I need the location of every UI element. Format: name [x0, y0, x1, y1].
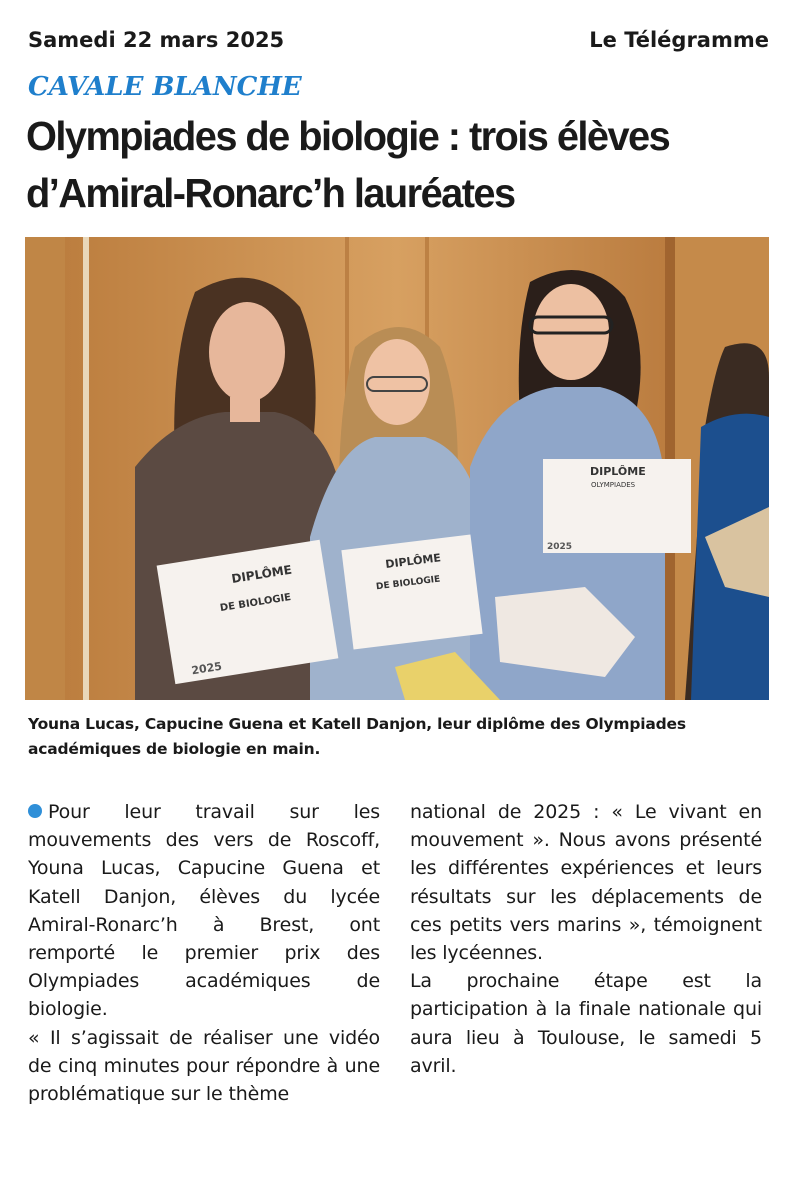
diploma-left-subject: DE BIOLOGIE — [219, 592, 292, 615]
diploma-middle-subject: DE BIOLOGIE — [375, 574, 441, 593]
diploma-middle-title: DIPLÔME — [384, 551, 442, 571]
headline-line-2: d’Amiral-Ronarc’h lauréates — [26, 170, 515, 216]
article-photo — [25, 237, 769, 700]
bullet-dot-icon — [28, 804, 42, 818]
newspaper-name: Le Télégramme — [589, 28, 769, 52]
section-kicker: CAVALE BLANCHE — [28, 72, 302, 102]
diploma-right — [543, 459, 691, 553]
headline-line-1: Olympiades de biologie : trois élèves — [26, 113, 670, 159]
article-column-1 — [28, 798, 380, 1108]
article-column-2 — [410, 798, 762, 1080]
diploma-right-subtitle: OLYMPIADES — [591, 481, 636, 489]
headline — [26, 108, 749, 222]
diploma-right-title: DIPLÔME — [590, 465, 646, 478]
paragraph-quote-end: national de 2025 : « Le vivant en mouvement ». Nous avons présenté les différentes expériences et leurs résultats sur les déplacements de ces petits vers marins », témoignent les lycéennes. — [410, 801, 762, 965]
diploma-left-year: 2025 — [190, 659, 223, 678]
diploma-left-title: DIPLÔME — [230, 562, 293, 586]
paragraph-quote-start: « Il s’agissait de réaliser une vidéo de cinq minutes pour répondre à une problématique sur le thème — [28, 1026, 380, 1106]
paragraph-next-step: La prochaine étape est la participation à la finale nationale qui aura lieu à Toulouse, le samedi 5 avril. — [410, 970, 762, 1077]
diploma-middle — [341, 534, 482, 649]
diploma-right-year: 2025 — [547, 542, 573, 552]
diploma-left — [157, 540, 339, 684]
photo-caption: Youna Lucas, Capucine Guena et Katell Danjon, leur diplôme des Olympiades académiques de biologie en main. — [28, 715, 686, 758]
issue-date: Samedi 22 mars 2025 — [28, 28, 285, 52]
paragraph-intro: Pour leur travail sur les mouvements des vers de Roscoff, Youna Lucas, Capucine Guena et Katell Danjon, élèves du lycée Amiral-Ronarc’h à Brest, ont remporté le premier prix des Olympiades académiques de biologie. — [28, 801, 380, 1021]
